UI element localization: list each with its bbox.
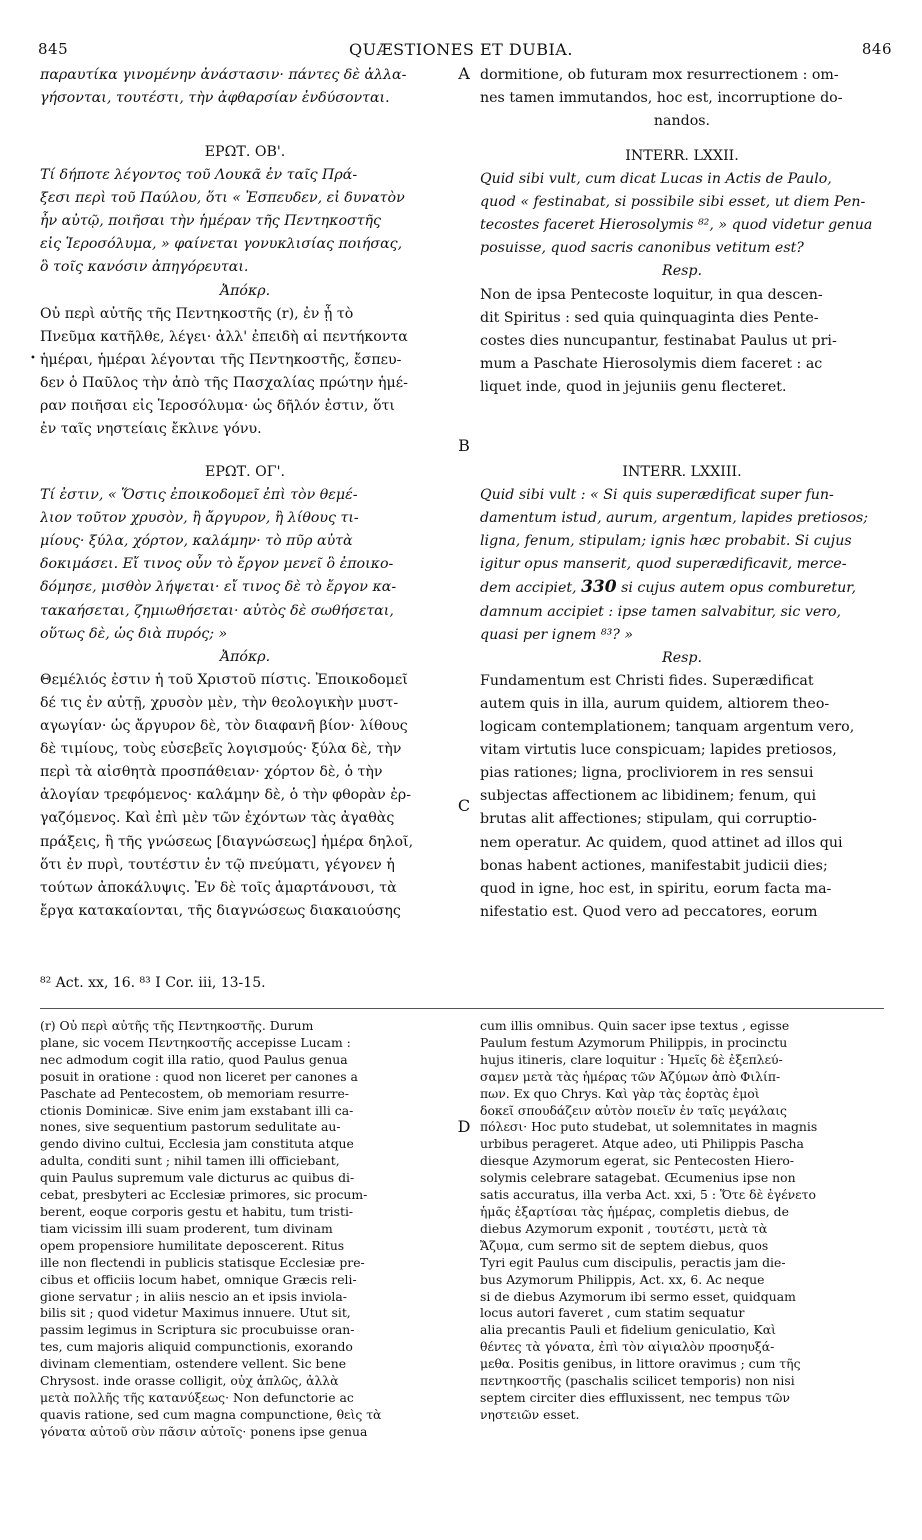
text-fragment: dem accipiet, [480,580,577,597]
note-line: δοκεῖ σπουδάζειν αὐτὸν ποιεῖν ἐν ταῖς μεγάλαις [480,1102,788,1118]
text-line: οὕτως δὲ, ὡς διὰ πυρός; » [40,625,228,642]
text-line: περὶ τὰ αἰσθητὰ προσπάθειαν· χόρτον δὲ, ὁ τὴν [40,764,383,781]
text-line: εἰς Ἱεροσόλυμα, » φαίνεται γονυκλισίας ποιήσας, [40,236,403,253]
question-heading: ΕΡΩΤ. ΟΒ'. [204,144,286,160]
note-line: μεθα. Positis genibus, in littore oravimus ; cum τῆς [480,1356,801,1372]
note-line: si de diebus Azymorum ibi sermo esset, quidquam [480,1288,796,1304]
text-line: λιον τοῦτον χρυσὸν, ἢ ἄργυρον, ἢ λίθους τι- [40,510,359,527]
greek-question-72 [40,141,450,441]
note-line: Tyri egit Paulus cum discipulis, peractis jam die- [480,1254,786,1270]
note-line: quin Paulus supremum vale dicturus ac quibus di- [40,1170,355,1186]
note-line: bus Azymorum Philippis, Act. xx, 6. Ac neque [480,1271,765,1287]
note-line: ille non flectendi in publicis statisque Ecclesiæ pre- [40,1254,365,1270]
question-heading: INTERR. LXXIII. [622,464,742,480]
footnote-references [40,972,450,995]
note-line: satis accuratus, illa verba Act. xxi, 5 : Ὅτε δὲ ἐγένετο [480,1187,816,1203]
note-line: πόλεσι· Hoc puto studebat, ut solemnitates in magnis [480,1119,818,1135]
margin-letter-a: A [458,64,470,83]
note-line: passim legimus in Scriptura sic procubuisse oran- [40,1322,355,1338]
text-line: autem quis in illa, aurum quidem, altiorem theo- [480,695,830,712]
note-line: posuit in oratione : quod non liceret per canones a [40,1068,358,1084]
notes-left-column [40,1018,450,1441]
latin-intro [480,64,884,133]
text-line: Πνεῦμα κατῆλθε, λέγει· ἀλλ' ἐπειδὴ αἱ πεντήκοντα [40,328,408,345]
note-line: alia precantis Pauli et fidelium geniculatio, Καὶ [480,1322,776,1338]
text-line: logicam contemplationem; tanquam argentum vero, [480,719,855,736]
text-fragment: si cujus autem opus comburetur, [621,580,856,597]
text-line: ligna, fenum, stipulam; ignis hæc probabit. Si cujus [480,533,852,550]
text-line: damentum istud, aurum, argentum, lapides pretiosos; [480,510,869,527]
text-line: τούτων ἀποκάλυψις. Ἐν δὲ τοῖς ἁμαρτάνουσι, τὰ [40,879,397,896]
text-line: δοκιμάσει. Εἴ τινος οὖν τὸ ἔργον μενεῖ ὃ ἐποικο- [40,556,394,573]
note-line: hujus itineris, clare loquitur : Ἡμεῖς δὲ ἐξεπλεύ- [480,1051,783,1067]
text-line: nem operatur. Ac quidem, quod attinet ad illos qui [480,834,843,851]
response-heading: Resp. [662,649,702,666]
text-line: dit Spiritus : sed quia quinquaginta dies Pente- [480,309,819,326]
text-line: ἔργα κατακαίονται, τῆς διαγνώσεως διακαιούσης [40,902,401,919]
text-line: nifestatio est. Quod vero ad peccatores, eorum [480,903,818,920]
note-line: νηστειῶν esset. [480,1406,580,1422]
text-line: ὃ τοῖς κανόσιν ἀπηγόρευται. [40,259,249,276]
footnote-ref-line: ⁸² Act. xx, 16. ⁸³ I Cor. iii, 13-15. [40,975,266,991]
question-heading: ΕΡΩΤ. ΟΓ'. [204,464,286,480]
note-line: cibus et officiis locum habet, omnique Græcis reli- [40,1271,357,1287]
text-line: Θεμέλιός ἐστιν ἡ τοῦ Χριστοῦ πίστις. Ἐποικοδομεῖ [40,671,408,688]
margin-letter-b: B [458,436,470,455]
text-line: posuisse, quod sacris canonibus vetitum est? [480,240,804,257]
note-line: (r) Οὐ περὶ αὐτῆς τῆς Πεντηκοστῆς. Durum [40,1018,314,1033]
notes-right-column [480,1018,884,1424]
text-line: quod « festinabat, si possibile sibi esset, ut diem Pen- [480,194,866,211]
greek-question-73 [40,461,450,923]
text-line: δὲ τιμίους, τοὺς εὐσεβεῖς λογισμούς· ξύλα δὲ, τὴν [40,741,402,758]
note-line: opem propensiore humilitate deposcerent. Ritus [40,1237,345,1253]
note-line: πων. Ex quo Chrys. Καὶ γὰρ τὰς ἑορτὰς ἐμοὶ [480,1085,760,1101]
note-line: diesque Azymorum egerat, sic Pentecosten Hiero- [480,1153,795,1169]
text-line: vitam virtutis luce conspicuam; lapides pretiosos, [480,742,837,759]
margin-letter-c: C [457,796,471,815]
notes-divider [40,1008,884,1009]
note-line: gendo divino cultui, Ecclesia jam constituta atque [40,1136,354,1152]
note-line: diebus Azymorum exponit , τουτέστι, μετὰ τὰ [480,1220,768,1236]
text-line: subjectas affectionem ac libidinem; fenum, qui [480,788,817,805]
note-line: γόνατα αὐτοῦ σὺν πᾶσιν αὐτοῖς· ponens ipse genua [40,1423,368,1439]
text-line: δόμησε, μισθὸν λήψεται· εἴ τινος δὲ τὸ ἔργον κα- [40,579,397,596]
text-line: ξεσι περὶ τοῦ Παύλου, ὅτι « Ἐσπευδεν, εἰ δυνατὸν [40,190,405,207]
question-heading: INTERR. LXXII. [625,148,739,164]
note-line: septem circiter dies effluxissent, nec tempus τῶν [480,1389,790,1405]
text-line: mum a Paschate Hierosolymis diem faceret : ac [480,355,823,372]
text-line: ἡμέραι, ἡμέραι λέγονται τῆς Πεντηκοστῆς, ἔσπευ- [40,351,402,368]
text-line: Quid sibi vult : « Si quis superædificat super fun- [480,487,834,504]
note-line: nec admodum cogit illa ratio, quod Paulus genua [40,1051,348,1067]
note-line: adulta, conditi sunt ; nihil tamen illi officiebant, [40,1153,340,1169]
text-line: nandos. [653,113,711,130]
note-line: tiam vicissim illi suam proderent, tum divinam [40,1220,333,1236]
text-line: quasi per ignem ⁸³? » [480,626,634,643]
text-line: quod in igne, hoc est, in spiritu, eorum facta ma- [480,880,832,897]
text-line: tecostes faceret Hierosolymis ⁸², » quod videtur genua [480,217,873,234]
note-line: Paschate ad Pentecostem, ob memoriam resurre- [40,1085,349,1101]
text-line: Non de ipsa Pentecoste loquitur, in qua descen- [480,286,823,303]
text-line: liquet inde, quod in jejuniis genu flecteret. [480,378,787,395]
text-line: πράξεις, ἢ τῆς γνώσεως [διαγνώσεως] ἡμέρα δηλοῖ, [40,833,414,850]
note-line: divinam clementiam, ostendere vellent. Sic bene [40,1356,347,1372]
note-line: Chrysost. inde orasse colligit, οὐχ ἁπλῶς, ἀλλὰ [40,1373,339,1389]
text-line: γήσονται, τουτέστι, τὴν ἀφθαρσίαν ἐνδύσονται. [40,90,390,107]
text-line: Quid sibi vult, cum dicat Lucas in Actis de Paulo, [480,171,832,188]
text-line: Οὐ περὶ αὐτῆς τῆς Πεντηκοστῆς (r), ἐν ᾗ τὸ [40,305,354,322]
text-line: τακαήσεται, ζημιωθήσεται· αὐτὸς δὲ σωθήσεται, [40,602,394,619]
note-line: locus autori faveret , cum statim sequatur [480,1305,745,1321]
note-line: cum illis omnibus. Quin sacer ipse textus , egisse [480,1018,790,1033]
text-line: Fundamentum est Christi fides. Superædificat [480,672,814,689]
text-line: ὅτι ἐν πυρὶ, τουτέστιν ἐν τῷ πνεύματι, γέγονεν ἡ [40,856,395,873]
note-line: cebat, presbyteri ac Ecclesiæ primores, sic procum- [40,1187,368,1203]
column-number: 330 [581,577,617,598]
text-line [480,576,884,600]
text-line: ἐν ταῖς νηστείαις ἔκλινε γόνυ. [40,421,262,438]
text-line: bonas habent actiones, manifestabit judicii dies; [480,857,828,874]
greek-intro [40,64,450,110]
margin-letter-d: D [457,1117,471,1136]
note-line: gione servatur ; in aliis nescio an et ipsis inviola- [40,1288,347,1304]
text-line: igitur opus manserit, quod superædificavit, merce- [480,556,847,573]
response-heading: Resp. [662,263,702,280]
text-line: Τί δήποτε λέγοντος τοῦ Λουκᾶ ἐν ταῖς Πρά- [40,167,358,184]
response-heading: Ἀπόκρ. [219,282,271,299]
text-line: brutas alit affectiones; stipulam, qui corruptio- [480,811,817,828]
note-line: σαμεν μετὰ τὰς ἡμέρας τῶν Ἀζύμων ἀπὸ Φιλίπ- [480,1068,781,1084]
text-line: γαζόμενος. Καὶ ἐπὶ μὲν τῶν ἐχόντων τὰς ἀγαθὰς [40,810,395,827]
latin-question-72 [480,145,884,399]
text-line: nes tamen immutandos, hoc est, incorruptione do- [480,90,843,107]
note-line: ctionis Dominicæ. Sive enim jam exstabant illi ca- [40,1102,354,1118]
latin-question-73 [480,461,884,924]
note-line: Ἄζυμα, cum sermo sit de septem diebus, quos [480,1237,769,1253]
note-line: nones, sive sequentium pastorum sedulitate au- [40,1119,341,1135]
text-line: αγωγίαν· ὡς ἄργυρον δὲ, τὸν διαφανῆ βίον· λίθους [40,718,408,735]
note-line: solymis celebrare satagebat. Œcumenius ipse non [480,1170,796,1186]
note-line: tes, cum majoris aliquid compunctionis, exorando [40,1339,353,1355]
text-line: dormitione, ob futuram mox resurrectionem : om- [480,67,839,83]
text-line: ραν ποιῆσαι εἰς Ἱεροσόλυμα· ὡς δῆλόν ἐστιν, ὅτι [40,398,395,415]
text-line: δεν ὁ Παῦλος τὴν ἀπὸ τῆς Πασχαλίας πρώτην ἡμέ- [40,374,408,391]
note-line: quavis ratione, sed cum magna compunctione, θεὶς τὰ [40,1406,382,1422]
text-line: δέ τις ἐν αὐτῇ, χρυσὸν μὲν, τὴν θεολογικὴν μυστ- [40,694,399,711]
text-line: pias rationes; ligna, procliviorem in res sensui [480,765,814,782]
text-line: παραυτίκα γινομένην ἀνάστασιν· πάντες δὲ ἀλλα- [40,67,407,83]
note-line: θέντες τὰ γόνατα, ἐπὶ τὸν αἰγιαλὸν προσηυξά- [480,1339,775,1355]
note-line: ἡμᾶς ἐξαρτίσαι τὰς ἡμέρας, completis diebus, de [480,1203,789,1219]
response-heading: Ἀπόκρ. [219,648,271,665]
note-line: μετὰ πολλῆς τῆς κατανύξεως· Non defunctorie ac [40,1389,354,1405]
text-line: costes dies nuncupantur, festinabat Paulus ut pri- [480,332,837,349]
running-title: QUÆSTIONES ET DUBIA. [349,40,573,59]
page-number-right: 846 [861,40,892,58]
margin-dot: • [30,353,36,364]
text-line: ἦν αὐτῷ, ποιῆσαι τὴν ἡμέραν τῆς Πεντηκοστῆς [40,213,382,230]
text-line: damnum accipiet : ipse tamen salvabitur, sic vero, [480,603,842,620]
text-line: ἀλογίαν τρεφόμενος· καλάμην δὲ, ὁ τὴν φθορὰν ἐρ- [40,787,411,804]
note-line: plane, sic vocem Πεντηκοστῆς accepisse Lucam : [40,1034,351,1050]
page-number-left: 845 [38,40,69,58]
note-line: πεντηκοστῆς (paschalis scilicet temporis) non nisi [480,1373,795,1389]
note-line: Paulum festum Azymorum Philippis, in procinctu [480,1034,788,1050]
text-line: μίους· ξύλα, χόρτον, καλάμην· τὸ πῦρ αὐτὰ [40,533,353,550]
text-line: Τί ἐστιν, « Ὅστις ἐποικοδομεῖ ἐπὶ τὸν θεμέ- [40,487,358,504]
note-line: bilis sit ; quod videtur Maximus innuere. Utut sit, [40,1305,351,1321]
note-line: berent, eoque corporis gestu et habitu, tum tristi- [40,1203,354,1219]
note-line: urbibus perageret. Atque adeo, uti Philippis Pascha [480,1136,804,1152]
